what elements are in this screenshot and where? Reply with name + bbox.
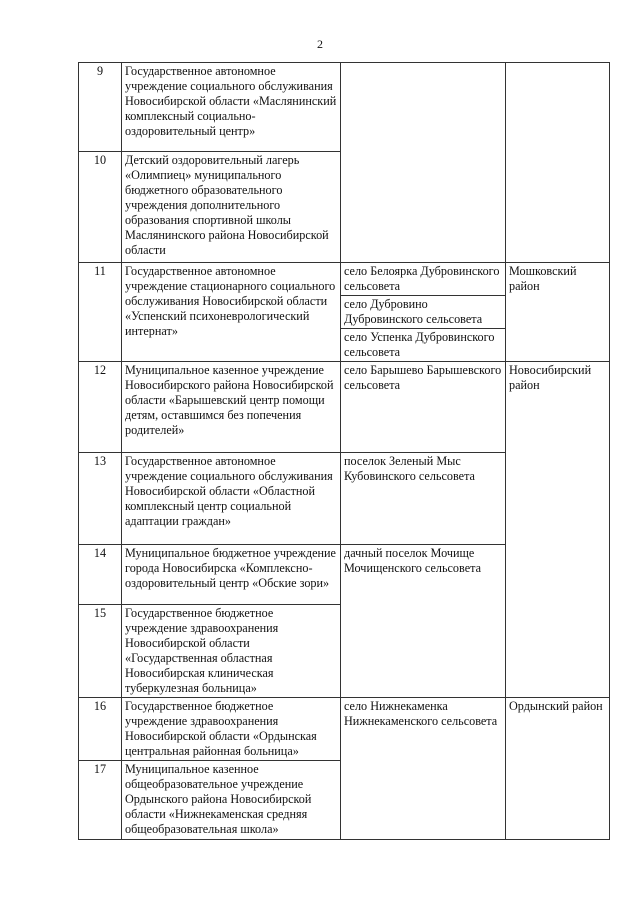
locality-cell: село Дубровино Дубровинского сельсовета (341, 296, 506, 329)
table-row (79, 63, 610, 152)
row-number: 13 (79, 453, 122, 545)
district-cell (506, 63, 610, 263)
institution-name: Муниципальное казенное общеобразовательное учреждение Ордынского района Новосибирской области «Нижнекаменская средняя общеобразовательная школа» (122, 761, 341, 840)
page-number: 2 (317, 37, 323, 51)
row-number: 10 (79, 152, 122, 263)
institution-name: Государственное бюджетное учреждение здравоохранения Новосибирской области «Государственная областная Новосибирская клиническая туберкулезная больница» (122, 605, 341, 698)
locality-cell: село Барышево Барышевского сельсовета (341, 362, 506, 453)
institution-name: Детский оздоровительный лагерь «Олимпиец» муниципального бюджетного образовательного учреждения дополнительного образования спортивной школы Маслянинского района Новосибирской области (122, 152, 341, 263)
locality-cell: село Белоярка Дубровинского сельсовета (341, 263, 506, 296)
row-number: 17 (79, 761, 122, 840)
institution-name: Государственное автономное учреждение социального обслуживания Новосибирской области «Областной комплексный центр социальной адаптации граждан» (122, 453, 341, 545)
table-row (79, 698, 610, 761)
institution-name: Государственное бюджетное учреждение здравоохранения Новосибирской области «Ордынская центральная районная больница» (122, 698, 341, 761)
row-number: 12 (79, 362, 122, 453)
district-cell: Мошковский район (506, 263, 610, 362)
locality-cell: поселок Зеленый Мыс Кубовинского сельсовета (341, 453, 506, 545)
row-number: 15 (79, 605, 122, 698)
table-row (79, 362, 610, 453)
institution-name: Муниципальное бюджетное учреждение города Новосибирска «Комплексно-оздоровительный центр «Обские зори» (122, 545, 341, 605)
district-cell: Ордынский район (506, 698, 610, 840)
institution-name: Государственное автономное учреждение стационарного социального обслуживания Новосибирской области «Успенский психоневрологический интернат» (122, 263, 341, 362)
institution-name: Муниципальное казенное учреждение Новосибирского района Новосибирской области «Барышевский центр помощи детям, оставшимся без попечения родителей» (122, 362, 341, 453)
locality-cell: село Нижнекаменка Нижнекаменского сельсовета (341, 698, 506, 840)
row-number: 9 (79, 63, 122, 152)
row-number: 11 (79, 263, 122, 362)
row-number: 16 (79, 698, 122, 761)
facilities-table (78, 62, 610, 840)
institution-name: Государственное автономное учреждение социального обслуживания Новосибирской области «Маслянинский комплексный социально-оздоровительный центр» (122, 63, 341, 152)
locality-cell: дачный поселок Мочище Мочищенского сельсовета (341, 545, 506, 698)
locality-cell: село Успенка Дубровинского сельсовета (341, 329, 506, 362)
row-number: 14 (79, 545, 122, 605)
table-row (79, 263, 610, 296)
locality-cell (341, 63, 506, 263)
district-cell: Новосибирский район (506, 362, 610, 698)
